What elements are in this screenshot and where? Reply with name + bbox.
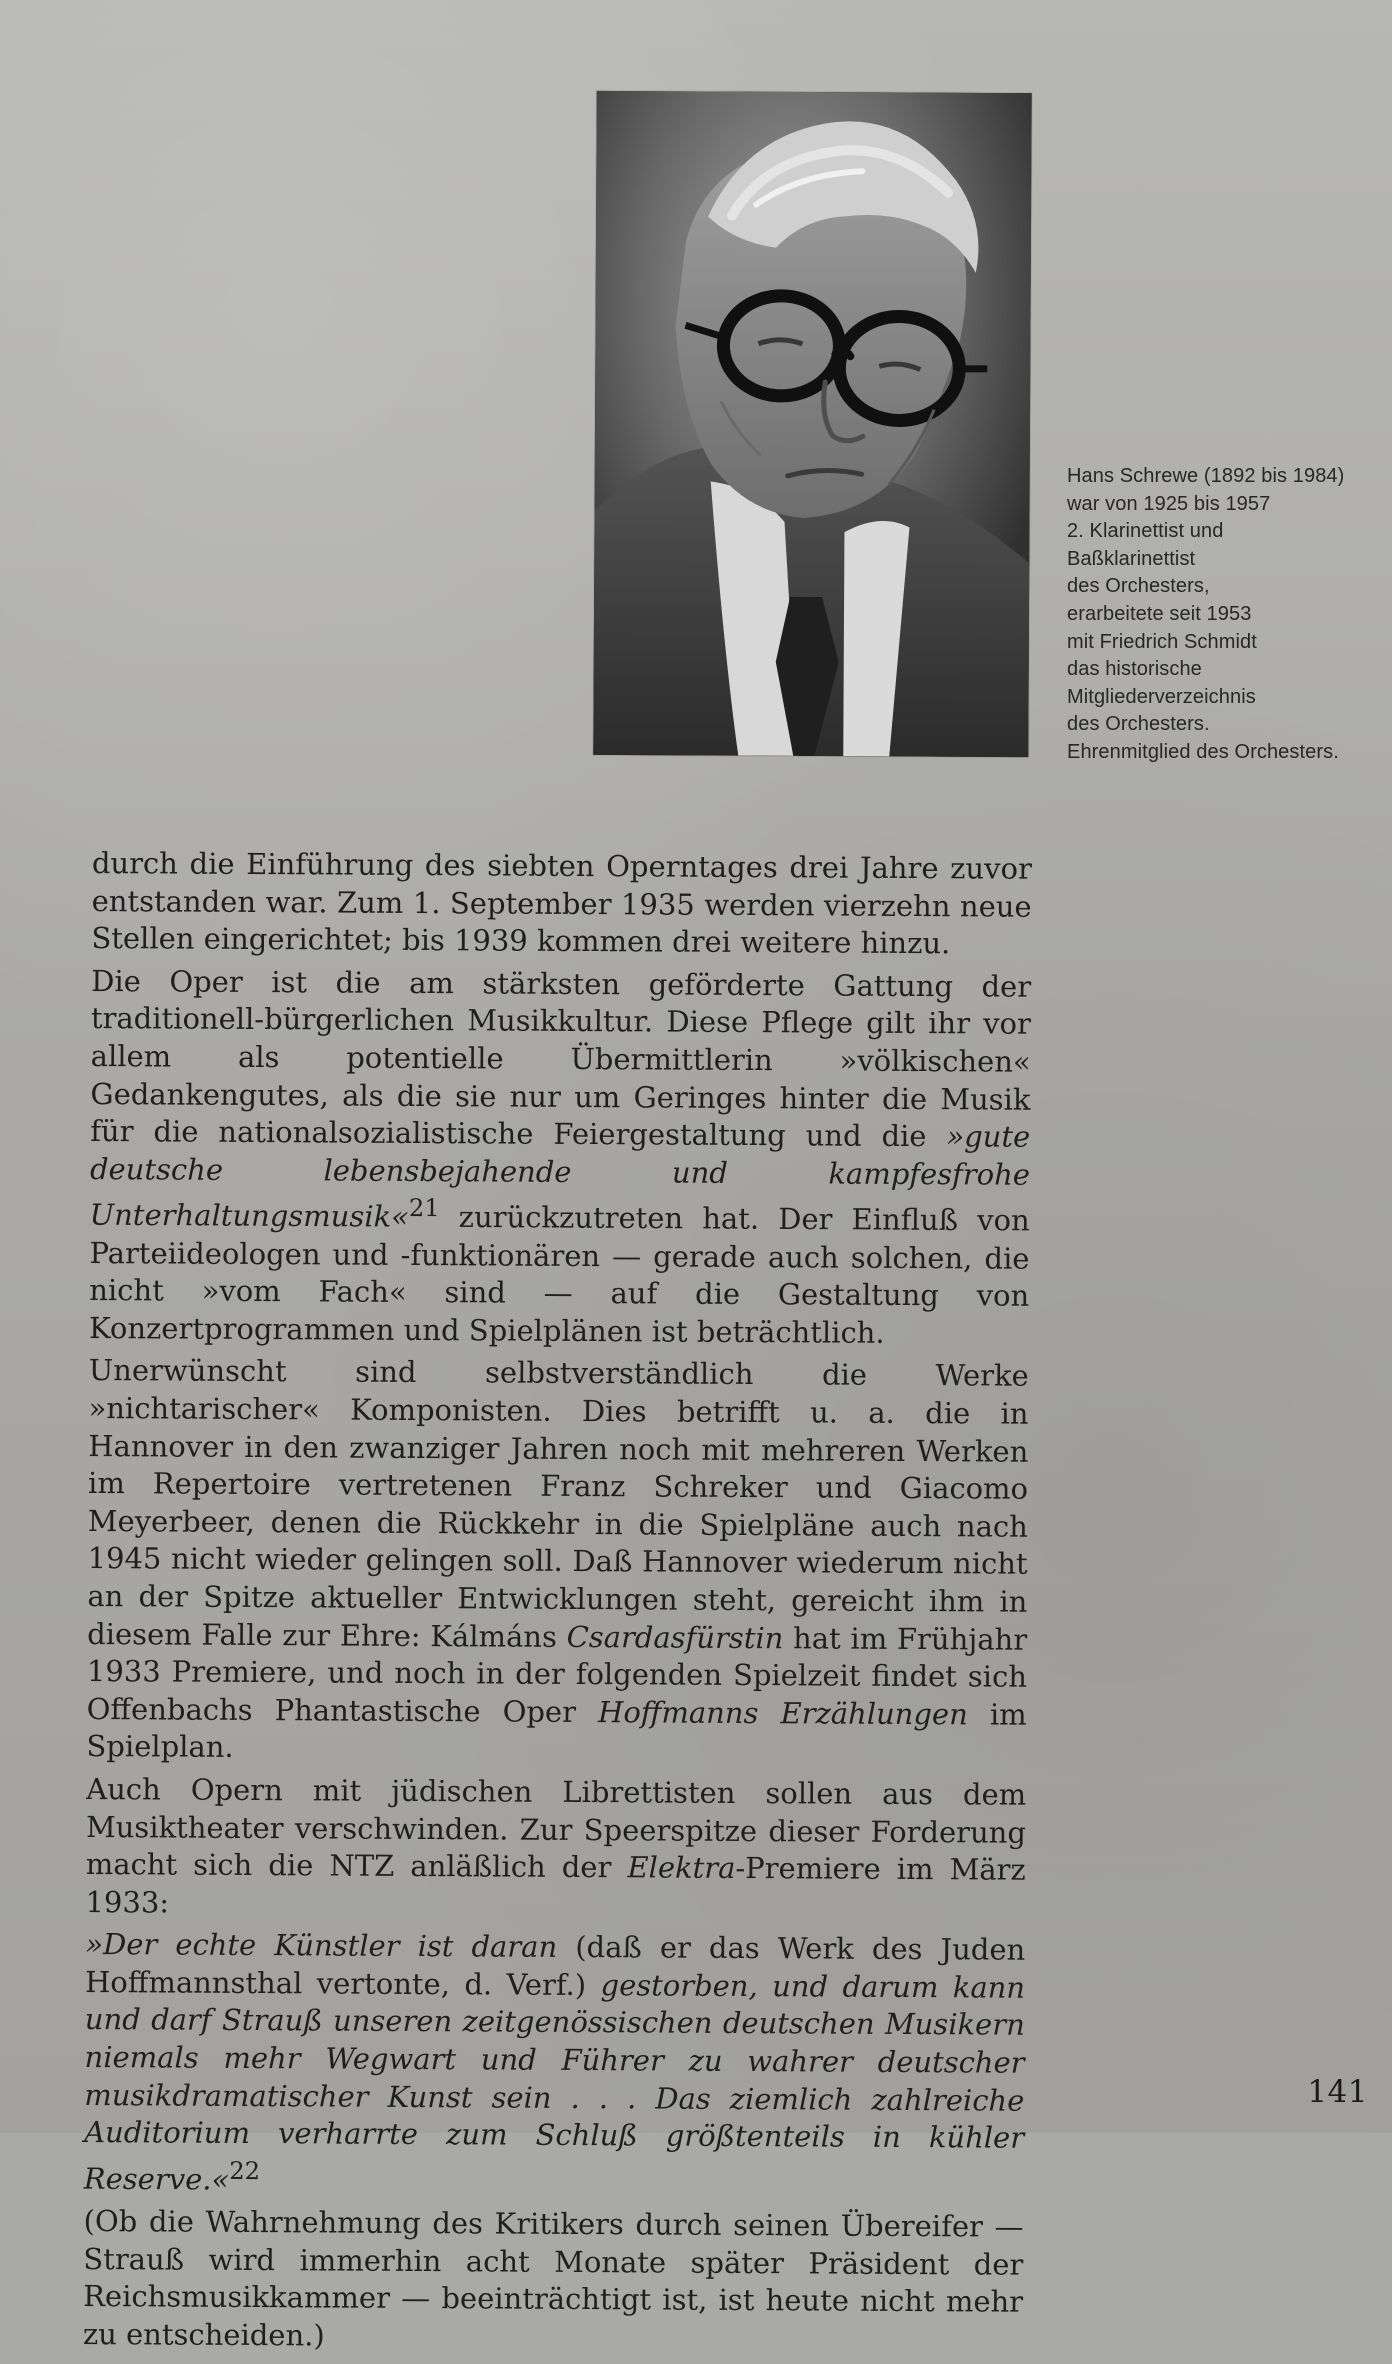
- paragraph-1-text: durch die Einführung des siebten Operntages drei Jahre zuvor entstanden war. Zum 1. September 1935 werden vierzehn neue Stellen eingerichtet; bis 1939 kommen drei weitere hinzu.: [91, 846, 1032, 961]
- footnote-22: 22: [229, 2156, 261, 2185]
- caption-line: Ehrenmitglied des Orchesters.: [1067, 740, 1339, 763]
- paragraph-2-prefix: Die Oper ist die am stärksten geförderte Gattung der traditionell-bürgerlichen Musikkultur. Diese Pflege gilt ihr vor allem als potentielle Übermittlerin »völkischen« Gedankengutes, als die sie nur um Geringes hinter die Musik für die nationalsozialistische Feiergestaltung und die: [90, 963, 1032, 1154]
- paragraph-2-suffix: zurückzutreten hat. Der Einfluß von Parteiideologen und -funktionären — gerade auch solchen, die nicht »vom Fach« sind — auf die Gestaltung von Konzertprogrammen und Spielplänen ist beträchtlich.: [88, 1200, 1030, 1350]
- paragraph-3-text-c: im Spielplan.: [86, 1697, 1027, 1765]
- page-number: 141: [1307, 2074, 1368, 2110]
- paragraph-2: [89, 963, 1031, 1353]
- caption-line: 2. Klarinettist und: [1067, 520, 1224, 543]
- paragraph-1: [91, 845, 1032, 964]
- opera-title-elektra: Elektra: [627, 1850, 736, 1886]
- caption-line: Hans Schrewe (1892 bis 1984): [1067, 465, 1345, 487]
- footnote-21: 21: [408, 1194, 440, 1223]
- portrait-photo: [593, 91, 1031, 757]
- paragraph-3-text-a: Unerwünscht sind selbstverständlich die Werke »nichtarischer« Komponisten. Dies betrifft u. a. die in Hannover in den zwanziger Jahren noch mit mehreren Werken im Repertoire vertretenen Franz Schreker und Giacomo Meyerbeer, denen die Rückkehr in die Spielpläne auch nach 1945 nicht wieder gelingen soll. Daß Hannover wiederum nicht an der Spitze aktueller Entwicklungen steht, gereicht ihm in diesem Falle zur Ehre: Kálmáns: [87, 1353, 1029, 1654]
- paragraph-2-quote: »gute deutsche lebensbejahende und kampfesfrohe Unterhaltungsmusik«: [89, 1119, 1031, 1234]
- caption-line: erarbeitete seit 1953: [1067, 602, 1252, 625]
- paragraph-3: [86, 1352, 1029, 1771]
- quote-text-c: gestorben, und darum kann und darf Strauß unseren zeitgenössischen deutschen Musikern niemals mehr Wegwart und Führer zu wahrer deutscher musikdramatischer Kunst sein . . . Das ziemlich zahlreiche Auditorium verharrte zum Schluß größtenteils in kühler Reserve.«: [83, 1968, 1026, 2197]
- caption-line: das historische: [1067, 658, 1202, 681]
- opera-title-hoffmanns: Hoffmanns Erzählungen: [598, 1694, 968, 1732]
- quote-paragraph: [84, 1926, 1026, 2204]
- caption-line: des Orchesters.: [1067, 713, 1210, 736]
- caption-line: mit Friedrich Schmidt: [1067, 630, 1257, 653]
- paragraph-4-text-b: -Premiere im März 1933:: [85, 1851, 1026, 1920]
- paragraph-4: [85, 1771, 1026, 1927]
- paragraph-5-text: (Ob die Wahrnehmung des Kritikers durch seinen Übereifer — Strauß wird immerhin acht Monate später Präsident der Reichsmusikkammer — beeinträchtigt ist, ist heute nicht mehr zu entscheiden.): [82, 2204, 1024, 2353]
- opera-title-csardasfuerstin: Csardasfürstin: [566, 1619, 784, 1655]
- caption-line: Baßklarinettist: [1067, 547, 1196, 570]
- body-text: [83, 845, 1032, 2364]
- paragraph-3-text-b: hat im Frühjahr 1933 Premiere, und noch in der folgenden Spielzeit findet sich Offenbachs Phantastische Oper: [86, 1620, 1028, 1729]
- quote-text-b: (daß er das Werk des Juden Hoffmannsthal vertonte, d. Verf.): [84, 1930, 1026, 2003]
- quote-text-a: »Der echte Künstler ist daran: [85, 1927, 558, 1965]
- photo-caption: [1067, 463, 1377, 767]
- caption-line: Mitgliederverzeichnis: [1067, 685, 1256, 708]
- caption-line: war von 1925 bis 1957: [1067, 492, 1271, 515]
- caption-line: des Orchesters,: [1067, 575, 1210, 598]
- paragraph-5: [83, 2203, 1024, 2359]
- paragraph-4-text-a: Auch Opern mit jüdischen Librettisten sollen aus dem Musiktheater verschwinden. Zur Speerspitze dieser Forderung macht sich die NTZ anläßlich der: [85, 1771, 1027, 1885]
